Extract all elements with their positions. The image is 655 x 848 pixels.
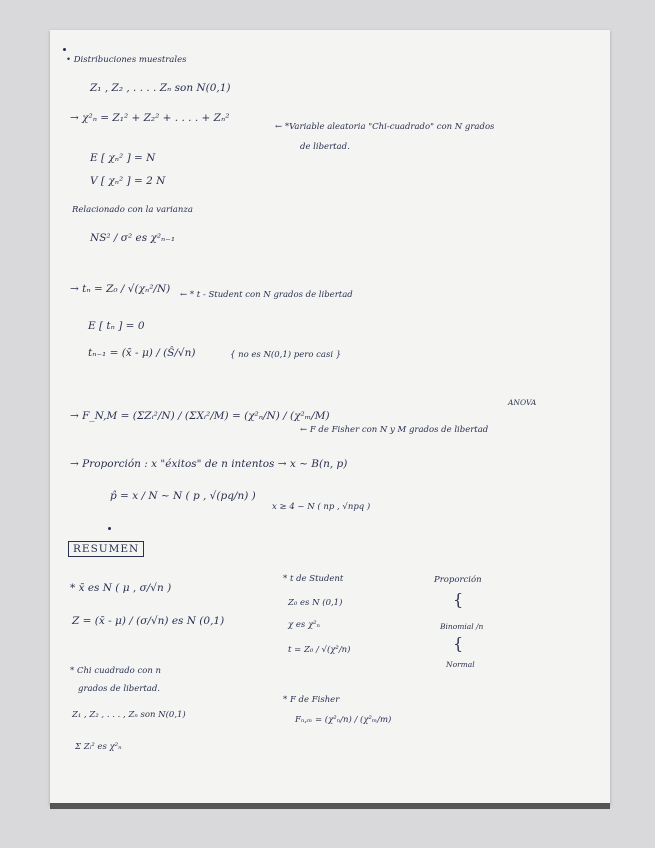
summary-t-formula: t = Z₀ / √(χ²/n) xyxy=(288,645,351,655)
summary-chi: χ es χ²ₙ xyxy=(288,620,320,630)
summary-f-formula: Fₙ,ₘ = (χ²ₙ/n) / (χ²ₘ/m) xyxy=(295,715,392,725)
line-f-def: → F_N,M = (ΣZᵢ²/N) / (ΣXᵢ²/M) = (χ²ₙ/N) / (χ²ₘ/M) xyxy=(70,410,330,422)
line-proporcion: → Proporción : x "éxitos" de n intentos → x ~ B(n, p) xyxy=(70,458,348,470)
summary-binomial: Binomial /n xyxy=(440,622,484,631)
line-normal-approx: x ≥ 4 ~ N ( np , √npq ) xyxy=(272,502,371,512)
line-expectation-chi: E [ χₙ² ] = N xyxy=(90,152,156,164)
line-p-hat: p̂ = x / N ~ N ( p , √(pq/n) ) xyxy=(110,490,256,502)
line-relacionado: Relacionado con la varianza xyxy=(72,205,193,215)
brace-top: { xyxy=(453,590,464,609)
summary-xbar: * x̄ es N ( μ , σ/√n ) xyxy=(70,582,172,594)
note-f-fisher: ← F de Fisher con N y M grados de libertad xyxy=(300,425,489,435)
stray-dot xyxy=(108,527,111,530)
summary-z: Z = (x̄ - μ) / (σ/√n) es N (0,1) xyxy=(72,615,225,627)
page-bottom-edge xyxy=(50,803,610,809)
note-t-student: ← * t - Student con N grados de libertad xyxy=(180,290,353,300)
note-casi-normal: { no es N(0,1) pero casi } xyxy=(230,350,342,360)
line-t-def: → tₙ = Z₀ / √(χₙ²/N) xyxy=(70,283,171,295)
summary-grados: grados de libertad. xyxy=(78,684,160,694)
note-chi-cuadrado: ← *Variable aleatoria "Chi-cuadrado" con N grados xyxy=(275,122,495,132)
summary-z-vars: Z₁ , Z₂ , . . . , Zₙ son N(0,1) xyxy=(72,710,186,720)
summary-sum-z2: Σ Zᵢ² es χ²ₙ xyxy=(75,742,122,752)
resumen-box: RESUMEN xyxy=(68,541,144,557)
brace-bottom: { xyxy=(453,634,464,653)
line-expectation-t: E [ tₙ ] = 0 xyxy=(88,320,145,332)
summary-normal: Normal xyxy=(446,660,475,669)
summary-z0: Z₀ es N (0,1) xyxy=(288,598,343,608)
line-ns2: NS² / σ² es χ²ₙ₋₁ xyxy=(90,232,176,244)
line-variance-chi: V [ χₙ² ] = 2 N xyxy=(90,175,166,187)
summary-t-student: * t de Student xyxy=(283,574,344,584)
line-t-n-1: tₙ₋₁ = (x̄ - μ) / (Ŝ/√n) xyxy=(88,347,196,359)
bullet-dot xyxy=(63,48,66,51)
note-libertad: de libertad. xyxy=(300,142,350,152)
label-anova: ANOVA xyxy=(508,398,537,407)
summary-f-fisher: * F de Fisher xyxy=(283,695,340,705)
line-z-variables: Z₁ , Z₂ , . . . . Zₙ son N(0,1) xyxy=(90,82,231,94)
line-chi-squared-def: → χ²ₙ = Z₁² + Z₂² + . . . . + Zₙ² xyxy=(70,112,230,124)
summary-proporcion: Proporción xyxy=(434,575,482,585)
summary-chi-cuadrado: * Chi cuadrado con n xyxy=(70,666,162,676)
heading-distribuciones: • Distribuciones muestrales xyxy=(66,55,187,65)
